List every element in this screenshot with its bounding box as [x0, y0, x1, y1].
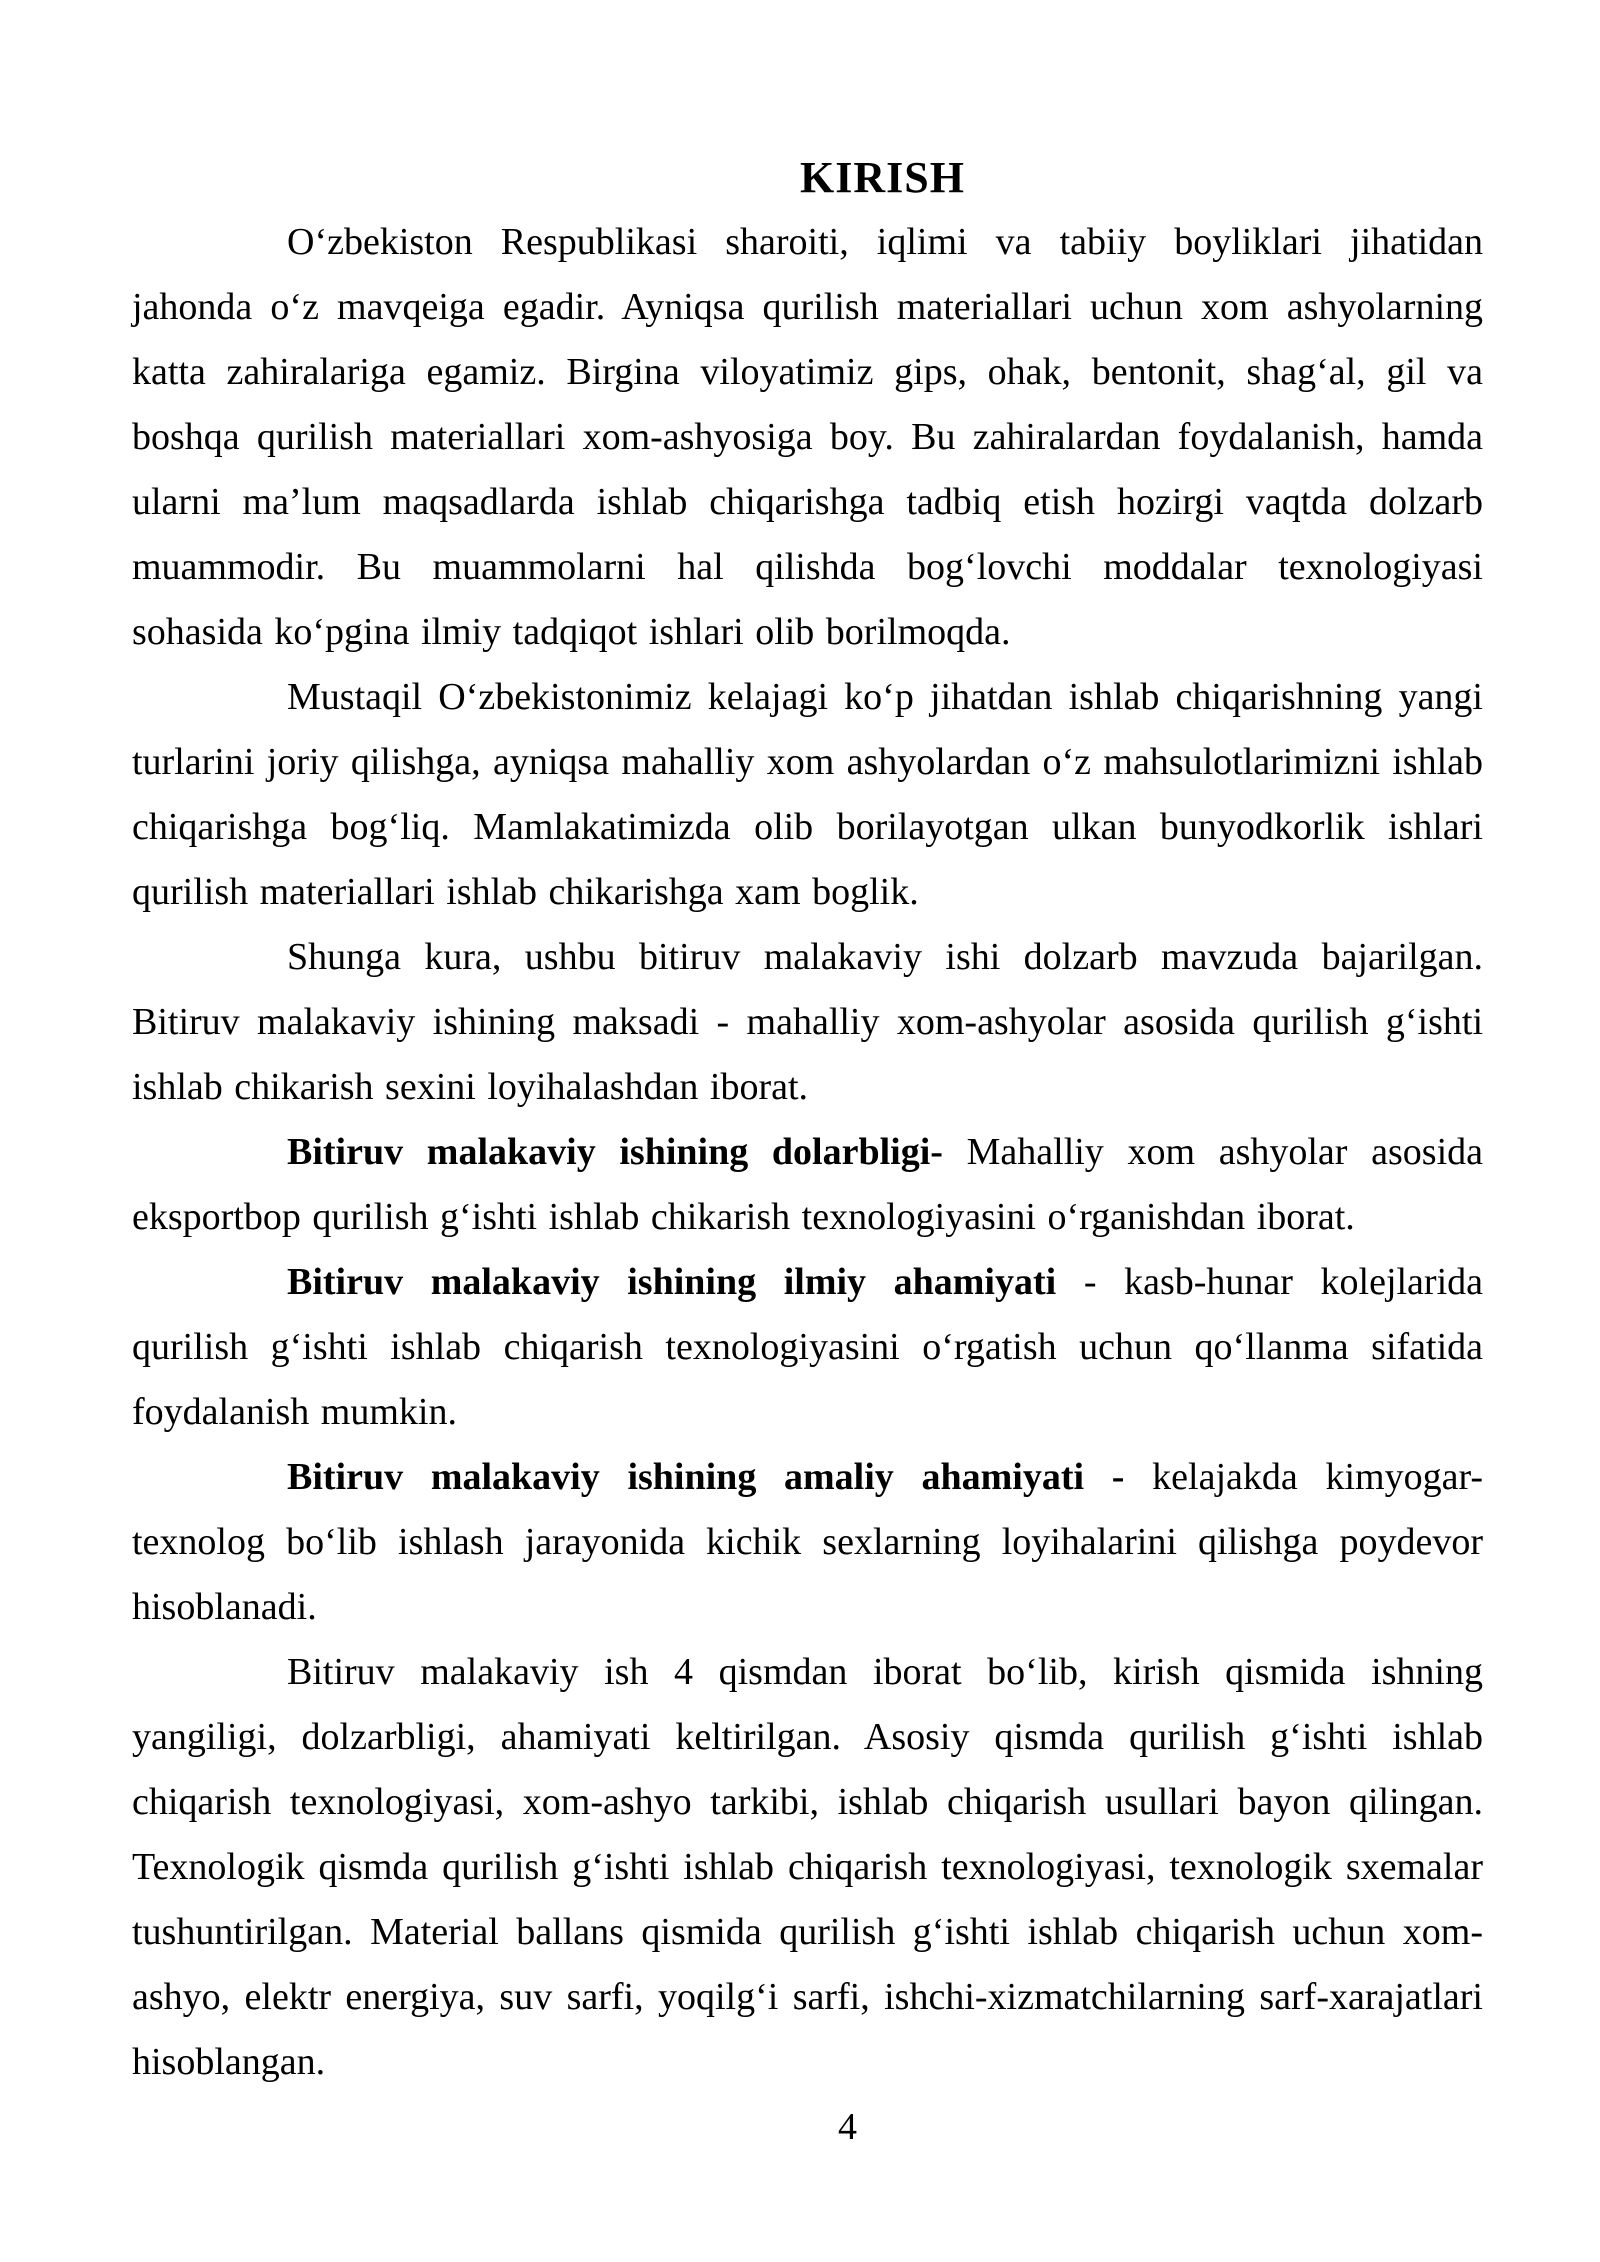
paragraph-bold-run: Bitiruv malakaviy ishining amaliy ahamiyati -: [287, 1456, 1125, 1498]
paragraph: [132, 665, 1483, 925]
paragraph: [132, 1640, 1483, 2095]
paragraph: [132, 925, 1483, 1120]
page-title: KIRISH: [800, 153, 965, 202]
paragraph-run: Bitiruv malakaviy ish 4 qismdan iborat bo‘lib, kirish qismida ishning yangiligi, dolzarbligi, ahamiyati keltirilgan. Asosiy qismda qurilish g‘ishti ishlab chiqarish texnologiyasi, xom-ashyo tarkibi, ishlab chiqarish usullari bayon qilingan. Texnologik qismda qurilish g‘ishti ishlab chiqarish texnologiyasi, texnologik sxemalar tushuntirilgan. Material ballans qismida qurilish g‘ishti ishlab chiqarish uchun xom-ashyo, elektr energiya, suv sarfi, yoqilg‘i sarfi, ishchi-xizmatchilarning sarf-xarajatlari hisoblangan.: [132, 1651, 1483, 2083]
paragraph-run: O‘zbekiston Respublikasi sharoiti, iqlimi va tabiiy boyliklari jihatidan jahonda o‘z mavqeiga egadir. Ayniqsa qurilish materiallari uchun xom ashyolarning katta zahiralariga egamiz. Birgina viloyatimiz gips, ohak, bentonit, shag‘al, gil va boshqa qurilish materiallari xom-ashyosiga boy. Bu zahiralardan foydalanish, hamda ularni ma’lum maqsadlarda ishlab chiqarishga tadbiq etish hozirgi vaqtda dolzarb muammodir. Bu muammolarni hal qilishda bog‘lovchi moddalar texnologiyasi sohasida ko‘pgina ilmiy tadqiqot ishlari olib borilmoqda.: [132, 221, 1483, 653]
paragraph: [132, 210, 1483, 665]
page-number: 4: [838, 2106, 857, 2148]
paragraph-run: Mustaqil O‘zbekistonimiz kelajagi ko‘p jihatdan ishlab chiqarishning yangi turlarini joriy qilishga, ayniqsa mahalliy xom ashyolardan o‘z mahsulotlarimizni ishlab chiqarishga bog‘liq. Mamlakatimizda olib borilayotgan ulkan bunyodkorlik ishlari qurilish materiallari ishlab chikarishga xam boglik.: [132, 676, 1483, 913]
paragraph-run: - kasb-hunar kolejlarida qurilish g‘ishti ishlab chiqarish texnologiyasini o‘rgatish uchun qo‘llanma sifatida foydalanish mumkin.: [132, 1261, 1483, 1433]
paragraph: [132, 1445, 1483, 1640]
document-body: [132, 210, 1483, 2095]
paragraph-bold-run: Bitiruv malakaviy ishining dolarbligi-: [287, 1131, 943, 1173]
paragraph-run: kelajakda kimyogar-texnolog bo‘lib ishlash jarayonida kichik sexlarning loyihalarini qilishga poydevor hisoblanadi.: [132, 1456, 1483, 1628]
paragraph-run: Mahalliy xom ashyolar asosida eksportbop qurilish g‘ishti ishlab chikarish texnologiyasini o‘rganishdan iborat.: [132, 1131, 1483, 1238]
paragraph: [132, 1120, 1483, 1250]
paragraph: [132, 1250, 1483, 1445]
paragraph-bold-run: Bitiruv malakaviy ishining ilmiy ahamiyati: [287, 1261, 1057, 1303]
paragraph-run: Shunga kura, ushbu bitiruv malakaviy ishi dolzarb mavzuda bajarilgan. Bitiruv malakaviy ishining maksadi - mahalliy xom-ashyolar asosida qurilish g‘ishti ishlab chikarish sexini loyihalashdan iborat.: [132, 936, 1483, 1108]
